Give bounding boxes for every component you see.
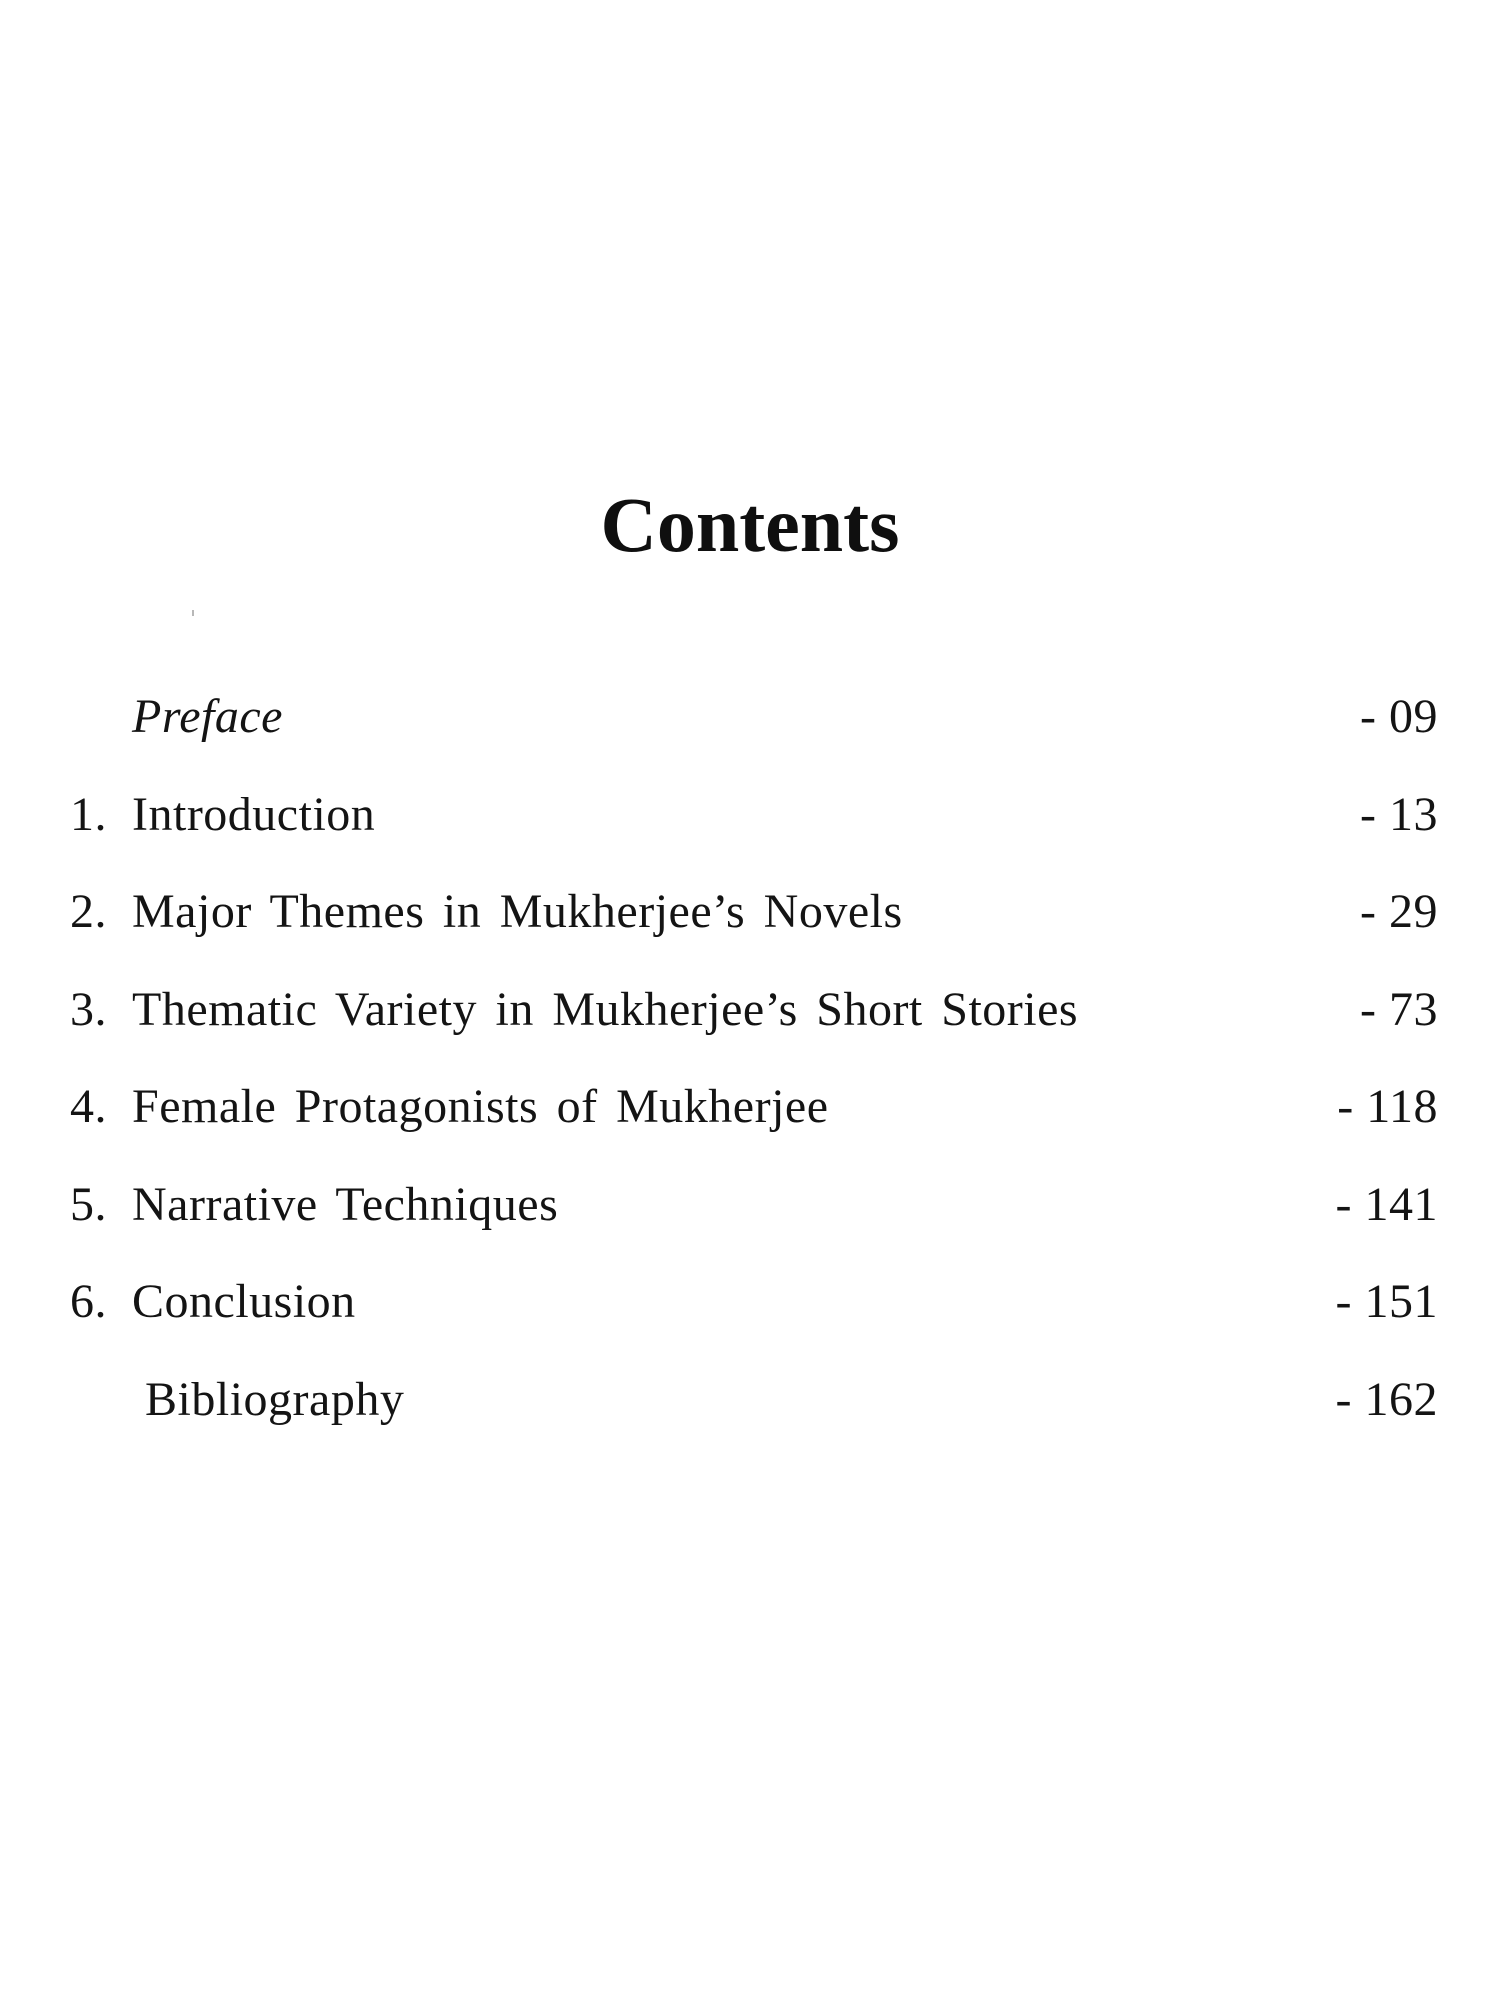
print-speck [192,610,194,616]
toc-entry-title: Major Themes in Mukherjee’s Novels [132,885,903,938]
toc-entry-title: Preface [132,690,283,743]
toc-entry-title: Introduction [132,787,376,841]
toc-entry-title: Conclusion [132,1275,356,1328]
toc-entry-bibliography [0,1351,1500,1449]
toc-entry-page: - 151 [1335,1275,1438,1328]
toc-entry-page: - 162 [1335,1372,1438,1426]
toc-entry-page: - 13 [1360,787,1438,841]
page-title: Contents [600,481,900,568]
toc-entry-number: 5. [70,1177,107,1231]
toc-entry-page: - 09 [1360,690,1438,743]
toc-entry-thematic-variety [0,961,1500,1059]
toc-entry-page: - 118 [1337,1080,1438,1133]
toc-entry-number: 3. [70,982,107,1036]
toc-entry-number: 1. [70,787,107,841]
toc-entry-preface [0,668,1500,766]
toc-entry-number: 6. [70,1275,107,1328]
toc-entry-title: Thematic Variety in Mukherjee’s Short Stories [132,982,1079,1036]
table-of-contents [0,668,1500,1448]
toc-entry-title: Narrative Techniques [132,1177,559,1231]
toc-entry-page: - 73 [1360,982,1438,1036]
toc-entry-title: Bibliography [145,1372,405,1426]
toc-entry-female-protagonists [0,1058,1500,1156]
toc-entry-page: - 29 [1360,885,1438,938]
toc-entry-introduction [0,766,1500,864]
toc-entry-number: 4. [70,1080,107,1133]
toc-entry-major-themes [0,863,1500,961]
toc-entry-page: - 141 [1335,1177,1438,1231]
toc-entry-title: Female Protagonists of Mukherjee [132,1080,829,1133]
toc-entry-conclusion [0,1253,1500,1351]
toc-entry-number: 2. [70,885,107,938]
toc-entry-narrative-techniques [0,1156,1500,1254]
